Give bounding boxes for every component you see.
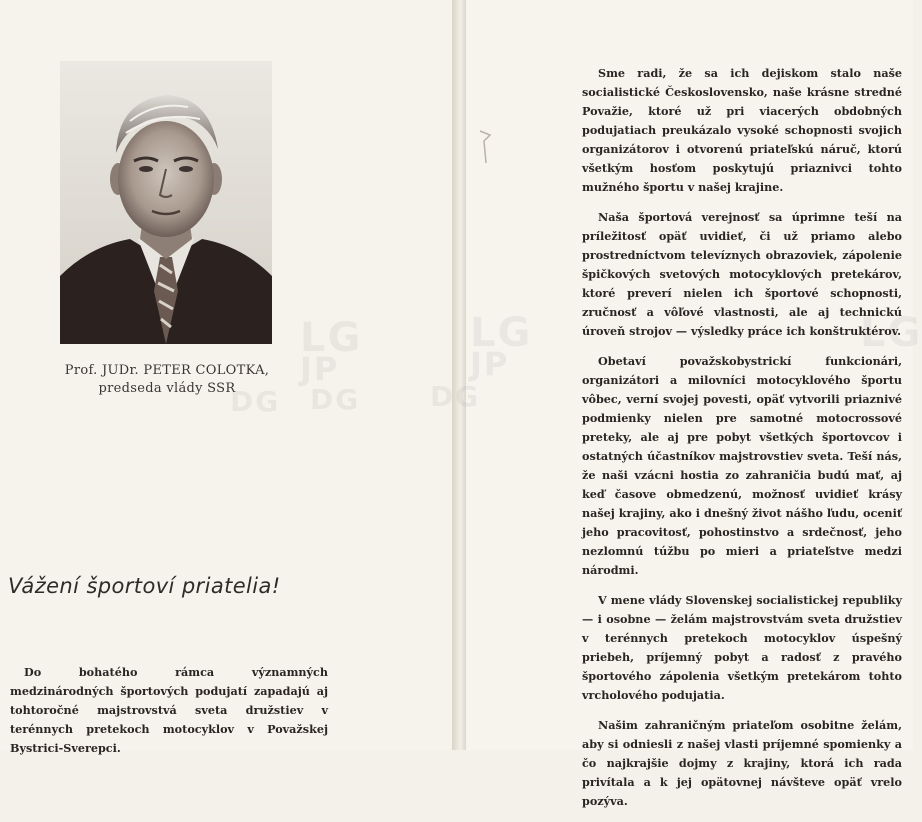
photo-caption [56,362,278,398]
letter-paragraph: Sme radi, že sa ich dejiskom stalo naše socialistické Československo, naše krásne stredné Považie, ktoré už pri viacerých obdobných podujatiach preukázalo vysoké schopnosti svojich organizátorov i otvorenú priateľskú náruč, ktorú všetkým hosťom poskytujú priaznivci tohto mužného športu v našej krajine. [582,66,902,194]
caption-line-title: predseda vlády SSR [98,381,236,396]
intro-paragraph: Do bohatého rámca významných medzinárodných športových podujatí zapadajú aj tohtoročné majstrovstvá sveta družstiev v terénnych pretekoch motocyklov v Považskej Bystrici-Sverepci. [10,665,328,755]
portrait-icon [60,61,272,344]
portrait-photo [60,61,272,344]
book-gutter [452,0,466,750]
pencil-mark-icon [478,127,492,167]
letter-paragraph: Naša športová verejnosť sa úprimne teší na príležitosť opäť uvidieť, či už priamo alebo prostredníctvom televíznych obrazoviek, zápolenie špičkových svetových motocyklových pretekárov, ktoré preverí nielen ich športové schopnosti, zručnosť a vôľové vlastnosti, ale aj technickú úroveň strojov — výsledky práce ich konštruktérov. [582,210,902,338]
letter-body [582,64,902,822]
letter-paragraph: V mene vlády Slovenskej socialistickej republiky — i osobne — želám majstrovstvám sveta družstiev v terénnych pretekoch motocyklov úspešný priebeh, príjemný pobyt a radosť z pravého športového zápolenia všetkým pretekárom tohto vrcholového podujatia. [582,593,902,702]
letter-paragraph: Obetaví považskobystrickí funkcionári, organizátori a milovníci motocyklového športu vôbec, verní svojej povesti, opäť vytvorili priaznivé podmienky nielen pre samotné motocrossové preteky, ale aj pre pobyt všetkých športovcov i ostatných účastníkov majstrovstiev sveta. Teší nás, že naši vzácni hostia zo zahraničia budú mať, aj keď časove obmedzenú, možnosť uvidieť krásy našej krajiny, ako i dnešný život nášho ľudu, oceniť jeho pracovitosť, pohostinstvo a srdečnosť, jeho nezlomnú túžbu po mieri a priateľstve medzi národmi. [582,354,902,577]
caption-line-name: Prof. JUDr. PETER COLOTKA, [64,363,270,378]
greeting-heading: Vážení športoví priatelia! [8,574,281,598]
letter-paragraph: Našim zahraničným priateľom osobitne želám, aby si odniesli z našej vlasti príjemné spomienky a čo najkrajšie dojmy z krajiny, ktorá ich rada privítala a k jej opätovnej návšteve opäť vrelo pozýva. [582,718,902,808]
